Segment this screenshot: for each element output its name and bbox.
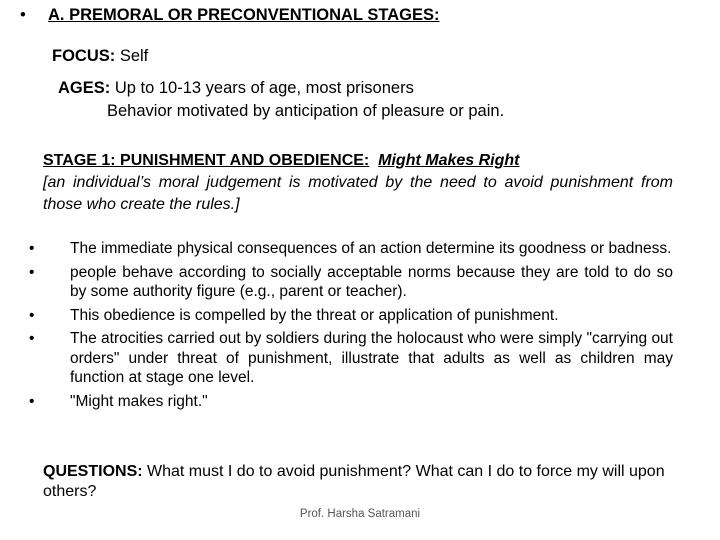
stage-subtitle: Might Makes Right xyxy=(378,152,520,169)
ages-label: AGES: xyxy=(58,79,111,97)
section-heading xyxy=(18,6,439,25)
bullet-icon: • xyxy=(29,330,35,347)
stage-title: STAGE 1: PUNISHMENT AND OBEDIENCE: xyxy=(43,152,370,169)
focus-line xyxy=(52,47,148,66)
focus-value: Self xyxy=(115,47,149,65)
focus-label: FOCUS: xyxy=(52,47,116,65)
questions-label: QUESTIONS: xyxy=(43,463,143,480)
questions-block xyxy=(43,462,673,502)
ages-line xyxy=(58,79,414,98)
list-item-text: The immediate physical consequences of an action determine its goodness or badness. xyxy=(70,240,672,257)
bullet-icon: • xyxy=(29,306,35,324)
footer-author: Prof. Harsha Satramani xyxy=(299,508,421,520)
behavior-line: Behavior motivated by anticipation of pleasure or pain. xyxy=(107,102,505,120)
stage-heading xyxy=(43,150,673,172)
list-item-text: The atrocities carried out by soldiers during the holocaust who were simply "carrying out orders" under threat of punishment, illustrate that adults as well as children may function at stage one level. xyxy=(70,330,673,386)
ages-value: Up to 10-13 years of age, most prisoners xyxy=(110,79,414,97)
heading-text: A. PREMORAL OR PRECONVENTIONAL STAGES: xyxy=(48,6,440,24)
bullet-icon: • xyxy=(29,263,35,281)
bullet-list xyxy=(29,239,673,415)
bullet-icon: • xyxy=(29,240,35,257)
questions-text: What must I do to avoid punishment? What can I do to force my will upon others? xyxy=(43,463,665,500)
heading-bullet: • xyxy=(20,6,26,24)
list-item-text: This obedience is compelled by the threat or application of punishment. xyxy=(70,306,559,324)
list-item xyxy=(29,306,673,326)
bullet-icon: • xyxy=(29,392,35,410)
list-item-text: "Might makes right." xyxy=(70,392,208,410)
list-item xyxy=(29,329,673,388)
list-item-text: people behave according to socially acceptable norms because they are told to do so by some authority figure (e.g., parent or teacher). xyxy=(70,263,673,300)
stage-description: [an individual’s moral judgement is motivated by the need to avoid punishment from those who create the rules.] xyxy=(43,174,673,213)
list-item xyxy=(29,239,673,259)
list-item xyxy=(29,263,673,302)
list-item xyxy=(29,392,673,412)
stage-block xyxy=(43,150,673,216)
